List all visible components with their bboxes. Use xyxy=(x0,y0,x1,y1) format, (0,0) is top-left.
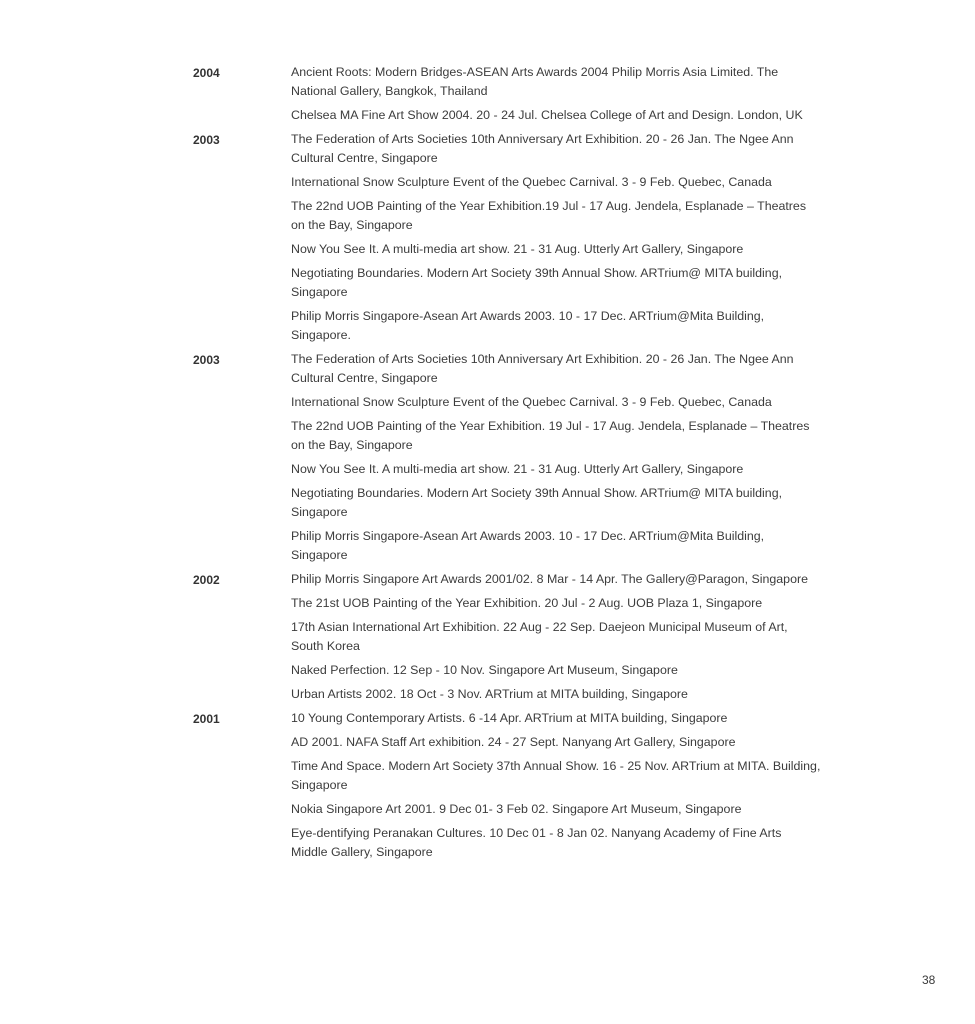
exhibition-entry: Now You See It. A multi-media art show. 21 - 31 Aug. Utterly Art Gallery, Singapore xyxy=(291,242,744,256)
exhibition-entry: Now You See It. A multi-media art show. 21 - 31 Aug. Utterly Art Gallery, Singapore xyxy=(291,462,744,476)
entry-list xyxy=(291,570,821,704)
exhibition-entry: Negotiating Boundaries. Modern Art Society 39th Annual Show. ARTrium@ MITA building, Singapore xyxy=(291,266,783,299)
year-group-2002 xyxy=(193,570,833,704)
exhibition-entry: 10 Young Contemporary Artists. 6 -14 Apr. ARTrium at MITA building, Singapore xyxy=(291,711,728,725)
entry-list xyxy=(291,130,821,345)
exhibition-entry: Chelsea MA Fine Art Show 2004. 20 - 24 Jul. Chelsea College of Art and Design. London, UK xyxy=(291,108,803,122)
page-number: 38 xyxy=(922,973,936,987)
entry-list xyxy=(291,63,821,125)
exhibition-entry: The Federation of Arts Societies 10th Anniversary Art Exhibition. 20 - 26 Jan. The Ngee Ann Cultural Centre, Singapore xyxy=(291,352,794,385)
exhibition-list xyxy=(193,63,833,867)
exhibition-entry: AD 2001. NAFA Staff Art exhibition. 24 - 27 Sept. Nanyang Art Gallery, Singapore xyxy=(291,735,736,749)
exhibition-entry: International Snow Sculpture Event of the Quebec Carnival. 3 - 9 Feb. Quebec, Canada xyxy=(291,175,772,189)
exhibition-entry: Urban Artists 2002. 18 Oct - 3 Nov. ARTrium at MITA building, Singapore xyxy=(291,687,688,701)
year-label: 2002 xyxy=(193,573,220,587)
exhibition-entry: Philip Morris Singapore-Asean Art Awards 2003. 10 - 17 Dec. ARTrium@Mita Building, Singapore. xyxy=(291,309,765,342)
year-label: 2001 xyxy=(193,712,220,726)
year-label: 2003 xyxy=(193,133,220,147)
exhibition-entry: The 21st UOB Painting of the Year Exhibition. 20 Jul - 2 Aug. UOB Plaza 1, Singapore xyxy=(291,596,763,610)
entry-list xyxy=(291,350,821,565)
year-label: 2004 xyxy=(193,66,220,80)
exhibition-entry: Ancient Roots: Modern Bridges-ASEAN Arts Awards 2004 Philip Morris Asia Limited. The National Gallery, Bangkok, Thailand xyxy=(291,65,779,98)
exhibition-entry: Philip Morris Singapore-Asean Art Awards 2003. 10 - 17 Dec. ARTrium@Mita Building, Singapore xyxy=(291,529,765,562)
exhibition-entry: The 22nd UOB Painting of the Year Exhibition.19 Jul - 17 Aug. Jendela, Esplanade – Theatres on the Bay, Singapore xyxy=(291,199,807,232)
year-label: 2003 xyxy=(193,353,220,367)
exhibition-entry: Naked Perfection. 12 Sep - 10 Nov. Singapore Art Museum, Singapore xyxy=(291,663,678,677)
exhibition-entry: Eye-dentifying Peranakan Cultures. 10 Dec 01 - 8 Jan 02. Nanyang Academy of Fine Arts Middle Gallery, Singapore xyxy=(291,826,782,859)
exhibition-entry: Nokia Singapore Art 2001. 9 Dec 01- 3 Feb 02. Singapore Art Museum, Singapore xyxy=(291,802,742,816)
exhibition-entry: The 22nd UOB Painting of the Year Exhibition. 19 Jul - 17 Aug. Jendela, Esplanade – Theatres on the Bay, Singapore xyxy=(291,419,810,452)
exhibition-entry: International Snow Sculpture Event of the Quebec Carnival. 3 - 9 Feb. Quebec, Canada xyxy=(291,395,772,409)
exhibition-entry: Philip Morris Singapore Art Awards 2001/02. 8 Mar - 14 Apr. The Gallery@Paragon, Singapore xyxy=(291,572,808,586)
year-group-2004 xyxy=(193,63,833,125)
exhibition-entry: Negotiating Boundaries. Modern Art Society 39th Annual Show. ARTrium@ MITA building, Singapore xyxy=(291,486,783,519)
exhibition-entry: The Federation of Arts Societies 10th Anniversary Art Exhibition. 20 - 26 Jan. The Ngee Ann Cultural Centre, Singapore xyxy=(291,132,794,165)
year-group-2003-first xyxy=(193,130,833,345)
exhibition-entry: Time And Space. Modern Art Society 37th Annual Show. 16 - 25 Nov. ARTrium at MITA. Building, Singapore xyxy=(291,759,821,792)
year-group-2001 xyxy=(193,709,833,862)
year-group-2003-second xyxy=(193,350,833,565)
entry-list xyxy=(291,709,821,862)
exhibition-entry: 17th Asian International Art Exhibition. 22 Aug - 22 Sep. Daejeon Municipal Museum of Art, South Korea xyxy=(291,620,788,653)
